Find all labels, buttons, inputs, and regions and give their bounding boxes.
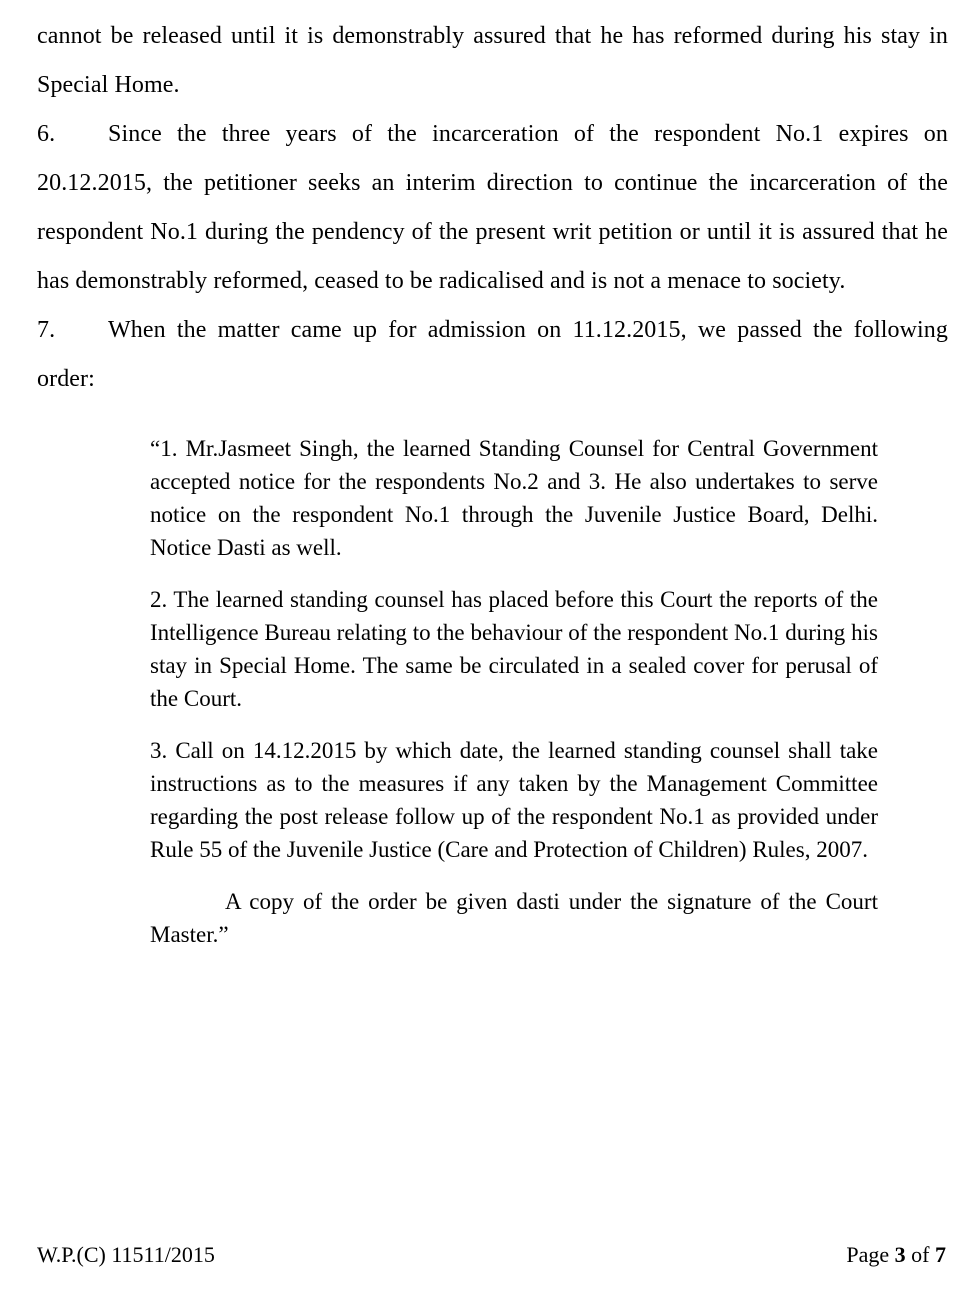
order-quote-block — [150, 432, 878, 951]
quote-paragraph-1: “1. Mr.Jasmeet Singh, the learned Standing Counsel for Central Government accepted notice for the respondents No.2 and 3. He also undertakes to serve notice on the respondent No.1 through the Juvenile Justice Board, Delhi. Notice Dasti as well. — [150, 436, 878, 560]
page-footer — [37, 1242, 946, 1268]
quote-paragraph-2: 2. The learned standing counsel has placed before this Court the reports of the Intelligence Bureau relating to the behaviour of the respondent No.1 during his stay in Special Home. The same be circulated in a sealed cover for perusal of the Court. — [150, 587, 878, 711]
body-paragraph-6 — [37, 110, 948, 306]
paragraph-text: cannot be released until it is demonstrably assured that he has reformed during his stay in Special Home. — [37, 23, 948, 98]
body-paragraph-7 — [37, 306, 948, 404]
case-number: W.P.(C) 11511/2015 — [37, 1242, 215, 1267]
body-paragraph-continuation — [37, 12, 948, 110]
page-word: Page — [846, 1242, 890, 1267]
of-word: of — [911, 1242, 930, 1267]
page-current-number: 3 — [894, 1242, 906, 1267]
paragraph-number: 6. — [37, 121, 56, 147]
quote-paragraph-3: 3. Call on 14.12.2015 by which date, the learned standing counsel shall take instructions as to the measures if any taken by the Management Committee regarding the post release follow up of the respondent No.1 as provided under Rule 55 of the Juvenile Justice (Care and Protection of Children) Rules, 2007. — [150, 738, 878, 862]
paragraph-text: When the matter came up for admission on 11.12.2015, we passed the following order: — [37, 317, 948, 392]
paragraph-number: 7. — [37, 317, 56, 343]
quote-paragraph-closing: A copy of the order be given dasti under the signature of the Court Master.” — [150, 889, 878, 947]
page-total-number: 7 — [935, 1242, 946, 1267]
paragraph-text: Since the three years of the incarceration of the respondent No.1 expires on 20.12.2015, the petitioner seeks an interim direction to continue the incarceration of the respondent No.1 during the pendency of the present writ petition or until it is assured that he has demonstrably reformed, ceased to be radicalised and is not a menace to society. — [37, 121, 948, 294]
page-indicator — [846, 1242, 946, 1268]
